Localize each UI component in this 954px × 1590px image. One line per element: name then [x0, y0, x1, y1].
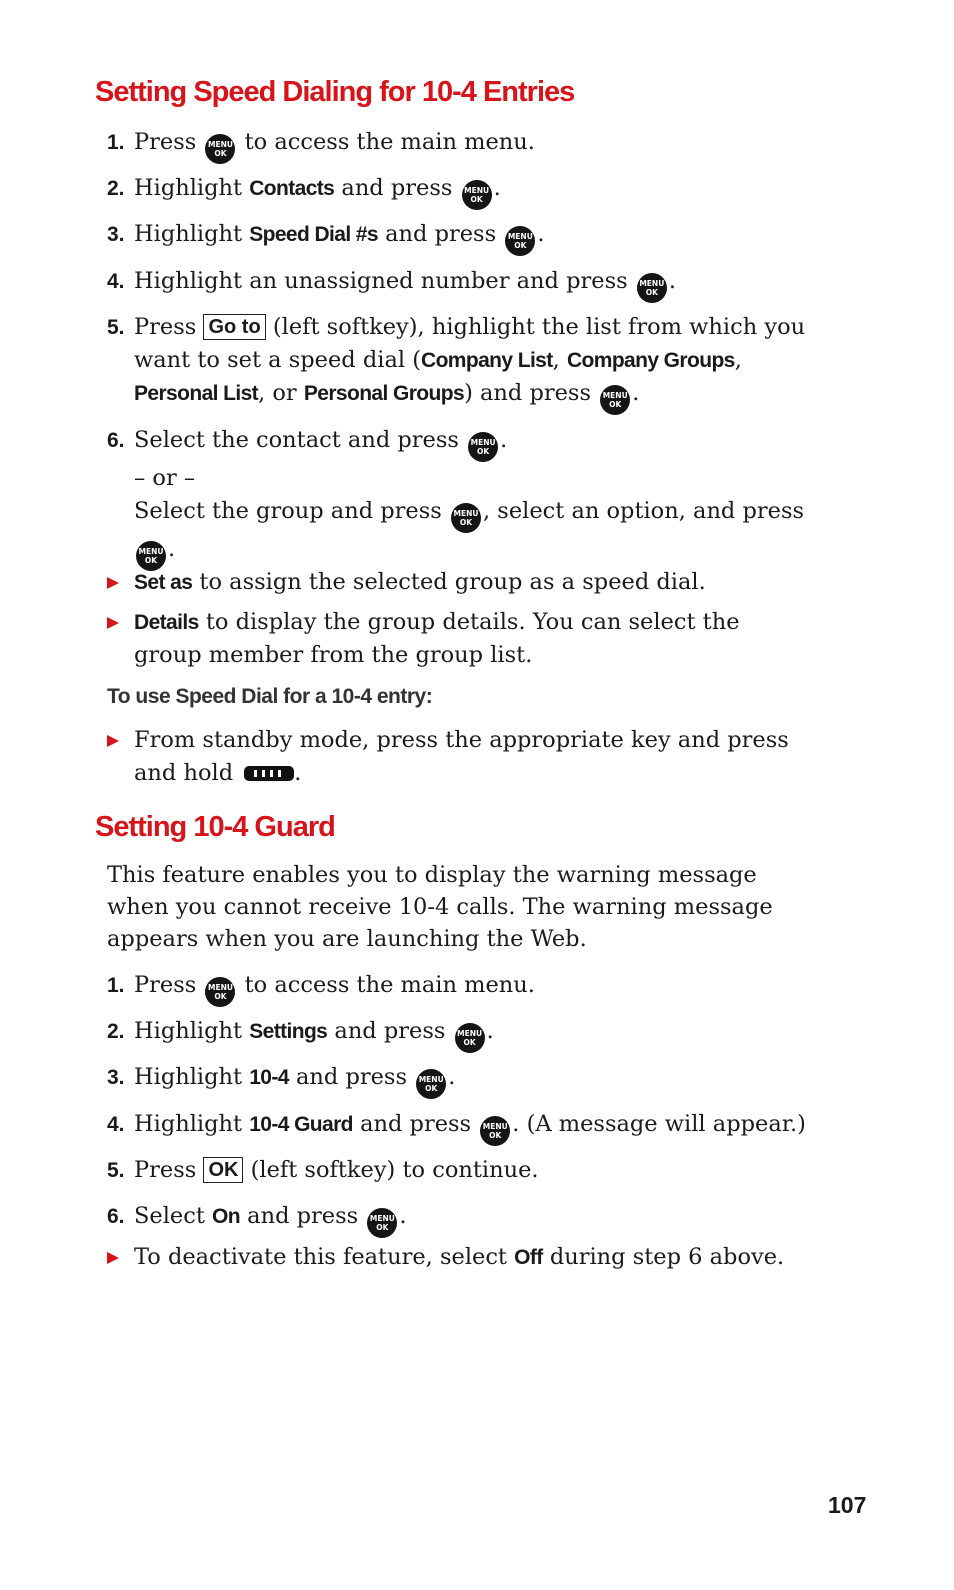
menu-ok-key-icon: MENU OK — [462, 180, 492, 210]
menu-ok-key-icon: MENU OK — [205, 134, 235, 164]
speed-dial-key-icon — [244, 766, 294, 781]
menu-ok-key-icon: MENU OK — [136, 541, 166, 571]
triangle-bullet-icon — [107, 1252, 119, 1264]
step-2: 2. Highlight Contacts and press MENU OK . — [107, 172, 807, 210]
menu-ok-key-icon: MENU OK — [416, 1069, 446, 1099]
menu-ok-key-icon: MENU OK — [205, 977, 235, 1007]
section-title-speed-dialing: Setting Speed Dialing for 10-4 Entries — [95, 76, 575, 108]
menu-ok-key-icon: MENU OK — [455, 1023, 485, 1053]
guard-intro: This feature enables you to display the warning message when you cannot receive 10-4 calls. The warning message appears when you are launching the Web. — [107, 862, 773, 952]
bullet-standby: From standby mode, press the appropriate key and press and hold . — [107, 724, 807, 790]
menu-ok-key-icon: MENU OK — [480, 1116, 510, 1146]
step-5: 5. Press Go to (left softkey), highlight the list from which you want to set a speed dial (Company List, Company Groups, Personal List, or Personal Groups) and press MENU OK . — [107, 311, 807, 415]
section-title-guard: Setting 10-4 Guard — [95, 811, 335, 843]
menu-ok-key-icon: MENU OK — [505, 226, 535, 256]
menu-ok-key-icon: MENU OK — [637, 273, 667, 303]
subheading-use-speed-dial: To use Speed Dial for a 10-4 entry: — [107, 685, 433, 708]
step-3: 3. Highlight Speed Dial #s and press MENU OK . — [107, 218, 807, 256]
ok-softkey-icon: OK — [203, 1157, 243, 1183]
menu-ok-key-icon: MENU OK — [600, 385, 630, 415]
step-6: 6. Select the contact and press MENU OK . – or – Select the group and press MENU OK , select an option, and press MENU OK . — [107, 424, 807, 571]
menu-ok-key-icon: MENU OK — [468, 432, 498, 462]
guard-step-2: 2. Highlight Settings and press MENU OK . — [107, 1015, 807, 1053]
guard-step-1: 1. Press MENU OK to access the main menu. — [107, 969, 807, 1007]
step-1: 1. Press MENU OK to access the main menu. — [107, 126, 807, 164]
page-number: 107 — [828, 1492, 867, 1518]
bullet-deactivate: To deactivate this feature, select Off during step 6 above. — [107, 1241, 807, 1274]
triangle-bullet-icon — [107, 617, 119, 629]
bullet-details: Details to display the group details. You can select the group member from the group list. — [107, 606, 807, 672]
guard-step-4: 4. Highlight 10-4 Guard and press MENU OK . (A message will appear.) — [107, 1108, 807, 1146]
guard-step-3: 3. Highlight 10-4 and press MENU OK . — [107, 1061, 807, 1099]
bullet-set-as: Set as to assign the selected group as a speed dial. — [107, 566, 807, 599]
guard-step-6: 6. Select On and press MENU OK . — [107, 1200, 807, 1238]
step-4: 4. Highlight an unassigned number and press MENU OK . — [107, 265, 807, 303]
go-to-softkey-icon: Go to — [203, 314, 265, 340]
menu-ok-key-icon: MENU OK — [451, 503, 481, 533]
triangle-bullet-icon — [107, 735, 119, 747]
triangle-bullet-icon — [107, 577, 119, 589]
guard-step-5: 5. Press OK (left softkey) to continue. — [107, 1157, 539, 1183]
menu-ok-key-icon: MENU OK — [367, 1208, 397, 1238]
